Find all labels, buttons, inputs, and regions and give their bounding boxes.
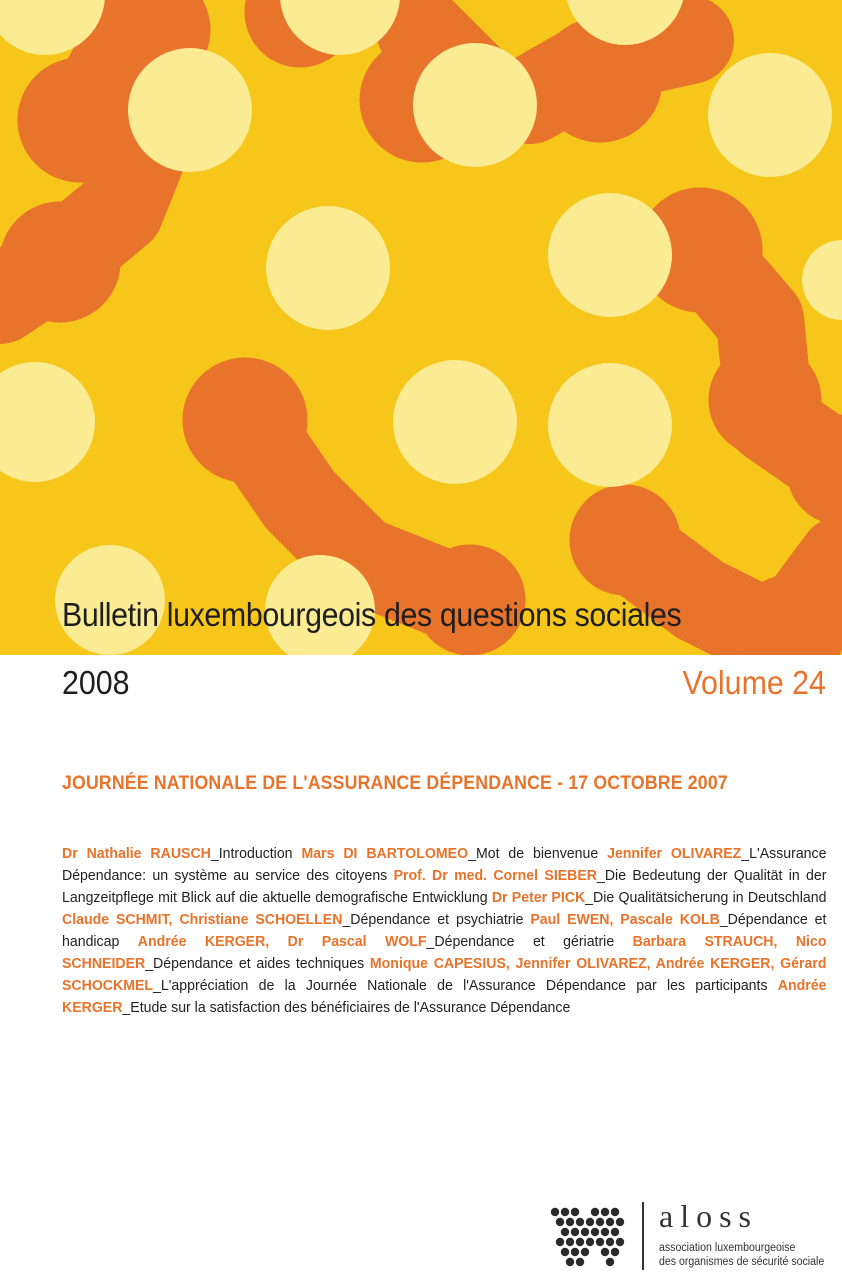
contribution-author: Paul EWEN, Pascale KOLB — [530, 911, 720, 928]
publisher-description-line1: association luxembourgeoise — [659, 1242, 796, 1254]
contribution-title: L'appréciation de la Journée Nationale de l'Assurance Dépendance par les participants — [160, 977, 768, 994]
contribution-title: Introduction — [218, 845, 293, 862]
contribution-author: Mars DI BARTOLOMEO — [301, 845, 469, 862]
contribution-author: Monique CAPESIUS, Jennifer OLIVAREZ, Andrée KERGER, Gérard SCHOCKMEL — [62, 955, 827, 994]
contribution-author: Jennifer OLIVAREZ — [607, 845, 742, 862]
contribution-title: Dépendance et aides techniques — [153, 955, 365, 972]
contribution-author: Andrée KERGER, Dr Pascal WOLF — [137, 933, 427, 950]
contribution-author: Dr Peter PICK — [491, 889, 586, 906]
publisher-name: aloss — [659, 1198, 758, 1234]
event-title: JOURNÉE NATIONALE DE L'ASSURANCE DÉPENDANCE - 17 OCTOBRE 2007 — [62, 773, 728, 794]
contribution-title: Dépendance et handicap — [62, 911, 827, 950]
contribution-title: Dépendance et psychiatrie — [350, 911, 524, 928]
contribution-title: Die Bedeutung der Qualität in der Langzeitpflege mit Blick auf die aktuelle demografische Entwicklung — [62, 867, 827, 906]
aloss-dot-grid-icon — [549, 1206, 629, 1268]
volume-number: Volume 24 — [682, 664, 826, 701]
logo-divider — [642, 1202, 644, 1270]
contribution-title: L'Assurance Dépendance: un système au service des citoyens — [62, 845, 827, 884]
contribution-author: Dr Nathalie RAUSCH — [62, 845, 211, 862]
contribution-author: Andrée KERGER — [62, 977, 827, 1016]
publisher-description-line2: des organismes de sécurité sociale — [659, 1256, 825, 1268]
contribution-title: Mot de bienvenue — [475, 845, 599, 862]
contribution-author: Prof. Dr med. Cornel SIEBER — [393, 867, 597, 884]
contribution-author: Claude SCHMIT, Christiane SCHOELLEN — [62, 911, 343, 928]
contribution-title: Die Qualitätsicherung in Deutschland — [593, 889, 827, 906]
contribution-title: Etude sur la satisfaction des bénéficiaires de l'Assurance Dépendance — [130, 999, 571, 1016]
contribution-author: Barbara STRAUCH, Nico SCHNEIDER — [62, 933, 827, 972]
publisher-logo — [549, 1198, 839, 1272]
table-of-contents: Dr Nathalie RAUSCH_Introduction Mars DI BARTOLOMEO_Mot de bienvenue Jennifer OLIVAREZ_L'Assurance Dépendance: un système au service des citoyens Prof. Dr med. Cornel SIEBER_Die Bedeutung der Qualität in der Langzeitpflege mit Blick auf die aktuelle demografische Entwicklung Dr Peter PICK_Die Qualitätsicherung in Deutschland Claude SCHMIT, Christiane SCHOELLEN_Dépendance et psychiatrie Paul EWEN, Pascale KOLB_Dépendance et handicap Andrée KERGER, Dr Pascal WOLF_Dépendance et gériatrie Barbara STRAUCH, Nico SCHNEIDER_Dépendance et aides techniques Monique CAPESIUS, Jennifer OLIVAREZ, Andrée KERGER, Gérard SCHOCKMEL_L'appréciation de la Journée Nationale de l'Assurance Dépendance par les participants Andrée KERGER_Etude sur la satisfaction des bénéficiaires de l'Assurance Dépendance — [62, 845, 827, 1016]
contribution-title: Dépendance et gériatrie — [434, 933, 615, 950]
bulletin-title: Bulletin luxembourgeois des questions sociales — [62, 596, 682, 633]
publication-year: 2008 — [62, 664, 130, 701]
